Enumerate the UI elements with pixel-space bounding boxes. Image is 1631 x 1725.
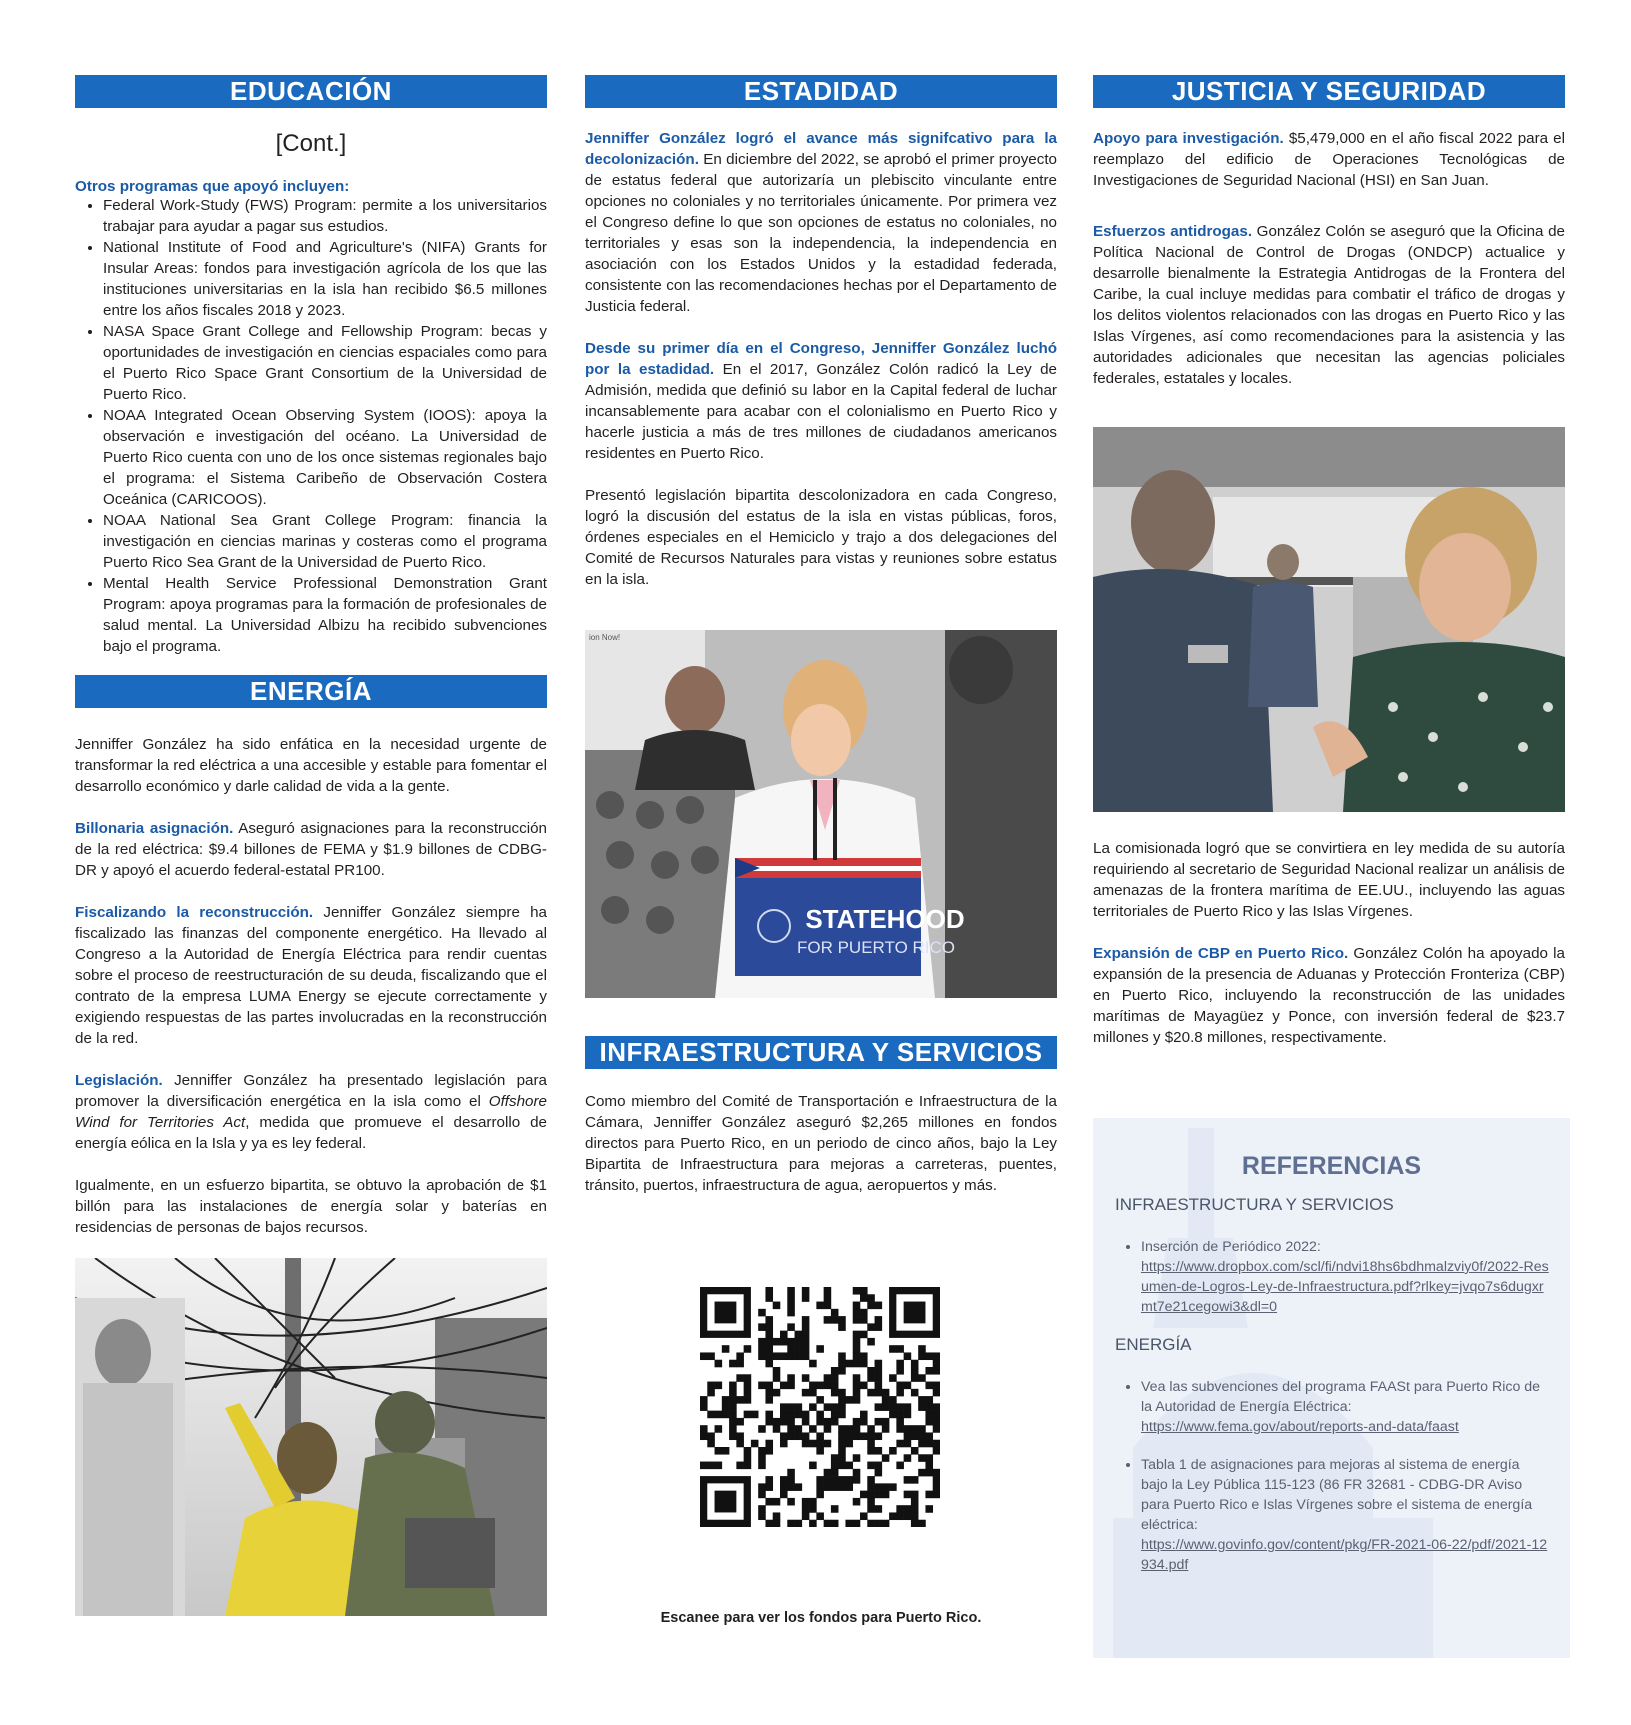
- energia-paragraph: Jenniffer González ha sido enfática en la necesidad urgente de transformar la red eléctrica a una accesible y estable para fomentar el desarrollo económico y darle calidad de vida a la gente.: [75, 736, 547, 795]
- column-left: [75, 75, 547, 1616]
- paragraph-body: $5,479,000 en el año fiscal 2022 para el reemplazo del edificio de Operaciones Tecnológicas de Investigaciones de Seguridad Nacional (HSI) en San Juan.: [1093, 130, 1565, 189]
- section-header-energia: ENERGÍA: [75, 675, 547, 708]
- list-item: • Mental Health Service Professional Demonstration Grant Program: apoya programas para la formación de profesionales de salud mental. La Universidad Albizu ha recibido subvenciones bajo el programa.: [103, 573, 547, 657]
- section-header-infraestructura: INFRAESTRUCTURA Y SERVICIOS: [585, 1036, 1057, 1069]
- photo-coast-guard-ship: [1093, 427, 1565, 812]
- paragraph-body: González Colón ha apoyado la expansión de la presencia de Aduanas y Protección Fronteriza (CBP) en Puerto Rico, incluyendo la reconstrucción de las unidades marítimas de Mayagüez y Ponce, con inversión federal de $23.7 millones y $20.8 millones, respectivamente.: [1093, 945, 1565, 1046]
- reference-text: Inserción de Periódico 2022:: [1141, 1239, 1321, 1255]
- paragraph-lead: Billonaria asignación.: [75, 820, 234, 837]
- estadidad-paragraph: Presentó legislación bipartita descolonizadora en cada Congreso, logró la discusión del estatus de la isla en vistas públicas, foros, órdenes especiales en el Hemiciclo y trajo a dos delegaciones del Comité de Recursos Naturales para vistas y reuniones sobre estatus en la isla.: [585, 487, 1057, 588]
- reference-text: Vea las subvenciones del programa FAASt para Puerto Rico de la Autoridad de Energía Eléctrica:: [1141, 1379, 1541, 1415]
- paragraph-body: Jenniffer González ha presentado legislación para promover la diversificación energética en la isla como el: [75, 1072, 547, 1110]
- photo-power-lines-image: [75, 1258, 547, 1616]
- banner-text: ion Now!: [589, 633, 621, 642]
- list-item: [1141, 1455, 1550, 1575]
- paragraph-lead: Jenniffer González logró el avance más signifcativo para la decolonización.: [585, 130, 1057, 168]
- energia-paragraph: Igualmente, en un esfuerzo bipartita, se obtuvo la aprobación de $1 billón para las instalaciones de energía solar y baterías en residencias de personas de bajos recursos.: [75, 1177, 547, 1236]
- paragraph-body: , medida que promueve el desarrollo de energía eólica en la Isla y ya es ley federal.: [75, 1114, 547, 1152]
- list-item: [1141, 1377, 1550, 1437]
- qr-code[interactable]: [700, 1287, 940, 1527]
- justicia-paragraph: [1093, 221, 1565, 389]
- continued-label: [Cont.]: [275, 130, 347, 157]
- energia-paragraph: [75, 1070, 547, 1154]
- paragraph-body: Jenniffer González siempre ha fiscalizado las finanzas del componente energético. Ha llevado al Congreso a la Autoridad de Energía Eléctrica para rendir cuentas sobre el proceso de reestructuración de su deuda, fiscalizando que el contrato de la empresa LUMA Energy se ejecute correctamente y exigiendo respuestas de las partes involucradas en la reconstrucción de la red.: [75, 904, 547, 1047]
- references-box: [1093, 1118, 1570, 1658]
- justicia-paragraph: [1093, 943, 1565, 1048]
- paragraph-body: Aseguró asignaciones para la reconstrucción de la red eléctrica: $9.4 billones de FEMA y $1.9 billones de CDBG-DR y apoyó el acuerdo federal-estatal PR100.: [75, 820, 547, 879]
- column-middle: [585, 75, 1057, 1196]
- sign-main-text: STATEHOOD: [805, 904, 965, 934]
- references-section-infraestructura: INFRAESTRUCTURA Y SERVICIOS: [1115, 1195, 1394, 1214]
- photo-coast-guard-image: [1093, 427, 1565, 812]
- energia-paragraph: [75, 902, 547, 1049]
- reference-link[interactable]: https://www.fema.gov/about/reports-and-data/faast: [1141, 1419, 1459, 1435]
- programs-list: [75, 195, 547, 657]
- photo-statehood-image: [585, 630, 1057, 998]
- paragraph-body: En diciembre del 2022, se aprobó el primer proyecto de estatus federal que autorizaría un plebiscito vinculante entre opciones no coloniales y no territoriales únicamente. Por primera vez el Congreso define lo que son opciones de estatus no coloniales, no territoriales y esas son la independencia, la independencia en asociación con los Estados Unidos y la estadidad federada, consistente con las recomendaciones hechas por el Departamento de Justicia federal.: [585, 151, 1057, 315]
- section-header-educacion: EDUCACIÓN: [75, 75, 547, 108]
- programs-intro: Otros programas que apoyó incluyen:: [75, 178, 350, 195]
- paragraph-lead: Esfuerzos antidrogas.: [1093, 223, 1253, 240]
- qr-caption: Escanee para ver los fondos para Puerto Rico.: [660, 1610, 982, 1626]
- energia-paragraph: [75, 818, 547, 881]
- references-list-energia: [1093, 1377, 1550, 1575]
- list-item: • National Institute of Food and Agriculture's (NIFA) Grants for Insular Areas: fondos para investigación agrícola de los que las instituciones universitarias en la isla han recibido $6.5 millones entre los años fiscales 2018 y 2023.: [103, 237, 547, 321]
- sign-sub-text: FOR PUERTO RICO: [796, 938, 956, 957]
- photo-power-lines: [75, 1258, 547, 1616]
- paragraph-body: González Colón se aseguró que la Oficina de Política Nacional de Control de Drogas (ONDCP) actualice y desarrolle bienalmente la Estrategia Antidrogas de la Frontera del Caribe, la cual incluye medidas para combatir el tráfico de drogas y los delitos violentos relacionados con las drogas en Puerto Rico y las Islas Vírgenes, así como recomendaciones para la asistencia y las autoridades adicionales que necesitan las agencias policiales federales, estatales y locales.: [1093, 223, 1565, 387]
- list-item: [1141, 1237, 1550, 1317]
- estadidad-paragraph: [585, 128, 1057, 317]
- infra-paragraph: Como miembro del Comité de Transportación e Infraestructura de la Cámara, Jenniffer González aseguró $2,265 millones en fondos directos para Puerto Rico, en un periodo de cinco años, bajo la Ley Bipartita de Infraestructura para mejoras a carreteras, puentes, tránsito, puertos, infraestructura de agua, aeropuertos y más.: [585, 1093, 1057, 1194]
- list-item: • NOAA National Sea Grant College Program: financia la investigación en ciencias marinas y costeras como el programa Puerto Rico Sea Grant de la Universidad de Puerto Rico.: [103, 510, 547, 573]
- justicia-paragraph: [1093, 128, 1565, 191]
- reference-link[interactable]: https://www.dropbox.com/scl/fi/ndvi18hs6bdhmalzviy0f/2022-Resumen-de-Logros-Ley-de-Infraestructura.pdf?rlkey=jvqo7s6dugxrmt7e21cegowi3&dl=0: [1141, 1259, 1549, 1315]
- reference-link[interactable]: https://www.govinfo.gov/content/pkg/FR-2021-06-22/pdf/2021-12934.pdf: [1141, 1537, 1548, 1573]
- column-right: [1093, 75, 1565, 1048]
- photo-statehood-podium: [585, 630, 1057, 998]
- paragraph-lead: Legislación.: [75, 1072, 163, 1089]
- references-section-energia: ENERGÍA: [1115, 1335, 1192, 1354]
- section-header-justicia: JUSTICIA Y SEGURIDAD: [1093, 75, 1565, 108]
- paragraph-lead: Expansión de CBP en Puerto Rico.: [1093, 945, 1349, 962]
- list-item: • Federal Work-Study (FWS) Program: permite a los universitarios trabajar para ayudar a pagar sus estudios.: [103, 195, 547, 237]
- references-list-infraestructura: [1093, 1237, 1550, 1317]
- act-title: Offshore Wind for Territories Act: [75, 1093, 547, 1131]
- section-header-estadidad: ESTADIDAD: [585, 75, 1057, 108]
- reference-text: Tabla 1 de asignaciones para mejoras al sistema de energía bajo la Ley Pública 115-123 (86 FR 32681 - CDBG-DR Aviso para Puerto Rico e Islas Vírgenes sobre el sistema de energía eléctrica:: [1141, 1457, 1533, 1533]
- justicia-paragraph: La comisionada logró que se convirtiera en ley medida de su autoría requiriendo al secretario de Seguridad Nacional realizar un análisis de amenazas de la frontera marítima de EE.UU., incluyendo las aguas territoriales de Puerto Rico y las Islas Vírgenes.: [1093, 840, 1565, 920]
- paragraph-body: En el 2017, González Colón radicó la Ley de Admisión, medida que definió su labor en la Capital federal de luchar incansablemente para acabar con el colonialismo en Puerto Rico y hacerle justicia a más de tres millones de ciudadanos americanos residentes en Puerto Rico.: [585, 361, 1058, 462]
- list-item: • NOAA Integrated Ocean Observing System (IOOS): apoya la observación e investigación del océano. La Universidad de Puerto Rico cuenta con uno de los once sistemas regionales bajo el programa: el Sistema Caribeño de Observación Costera Oceánica (CARICOOS).: [103, 405, 547, 510]
- references-title: REFERENCIAS: [1241, 1152, 1422, 1180]
- paragraph-lead: Fiscalizando la reconstrucción.: [75, 904, 314, 921]
- paragraph-lead: Apoyo para investigación.: [1093, 130, 1284, 147]
- paragraph-lead: Desde su primer día en el Congreso, Jenniffer González luchó por la estadidad.: [585, 340, 1057, 378]
- estadidad-paragraph: [585, 338, 1057, 464]
- list-item: • NASA Space Grant College and Fellowship Program: becas y oportunidades de investigación en ciencias espaciales como para el Puerto Rico Space Grant Consortium de la Universidad de Puerto Rico.: [103, 321, 547, 405]
